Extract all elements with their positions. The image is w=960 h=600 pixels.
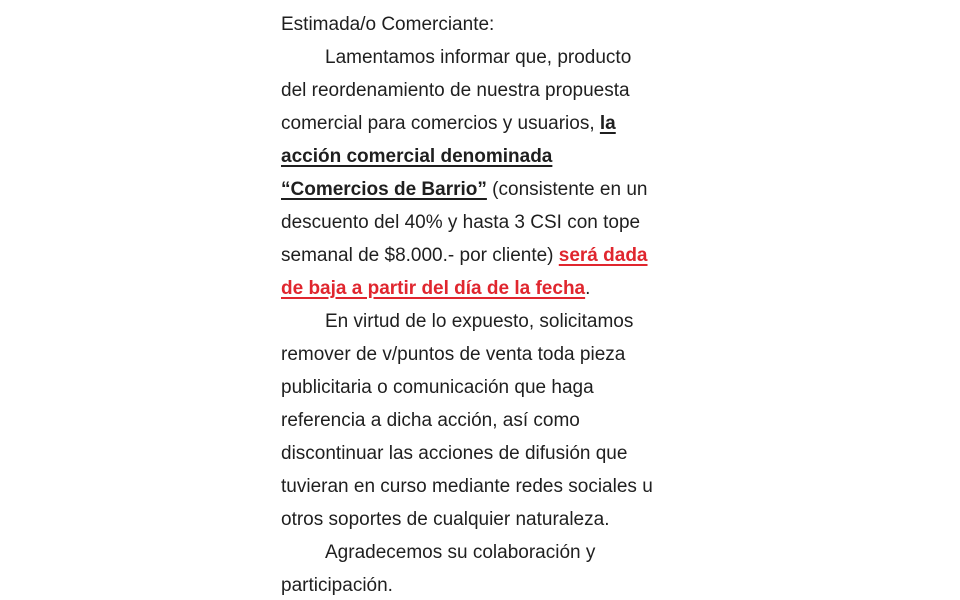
promotion-name: “Comercios de Barrio”: [281, 179, 487, 200]
cancellation-notice: de baja a partir del día de la fecha: [281, 278, 586, 299]
paragraph-line: [281, 239, 701, 272]
paragraph-line: participación.: [281, 575, 393, 596]
paragraph-closing: [281, 536, 701, 600]
paragraph-line: [281, 173, 701, 206]
paragraph-line: Lamentamos informar que, producto: [325, 47, 632, 68]
paragraph-line: En virtud de lo expuesto, solicitamos: [325, 311, 634, 332]
paragraph-line: [281, 140, 701, 173]
paragraph-text: comercial para comercios y usuarios,: [281, 113, 600, 134]
paragraph-request: [281, 305, 701, 536]
promotion-emphasis: la: [599, 113, 616, 134]
paragraph-line: [281, 272, 701, 305]
paragraph-line: [281, 107, 701, 140]
letter-body: [281, 8, 701, 600]
paragraph-line: del reordenamiento de nuestra propuesta: [281, 80, 630, 101]
paragraph-line: descuento del 40% y hasta 3 CSI con tope: [281, 212, 641, 233]
paragraph-line: tuvieran en curso mediante redes sociales u: [281, 476, 653, 497]
paragraph-line: remover de v/puntos de venta toda pieza: [281, 344, 626, 365]
cancellation-notice: será dada: [558, 245, 648, 266]
paragraph-text: .: [585, 278, 591, 299]
paragraph-line: Agradecemos su colaboración y: [325, 542, 596, 563]
paragraph-text: (consistente en un: [486, 179, 648, 200]
salutation: Estimada/o Comerciante:: [281, 14, 495, 35]
paragraph-line: otros soportes de cualquier naturaleza.: [281, 509, 610, 530]
promotion-emphasis: acción comercial denominada: [281, 146, 553, 167]
paragraph-line: publicitaria o comunicación que haga: [281, 377, 594, 398]
paragraph-notice: [281, 41, 701, 305]
paragraph-text: semanal de $8.000.- por cliente): [281, 245, 559, 266]
paragraph-line: discontinuar las acciones de difusión que: [281, 443, 628, 464]
paragraph-line: referencia a dicha acción, así como: [281, 410, 580, 431]
